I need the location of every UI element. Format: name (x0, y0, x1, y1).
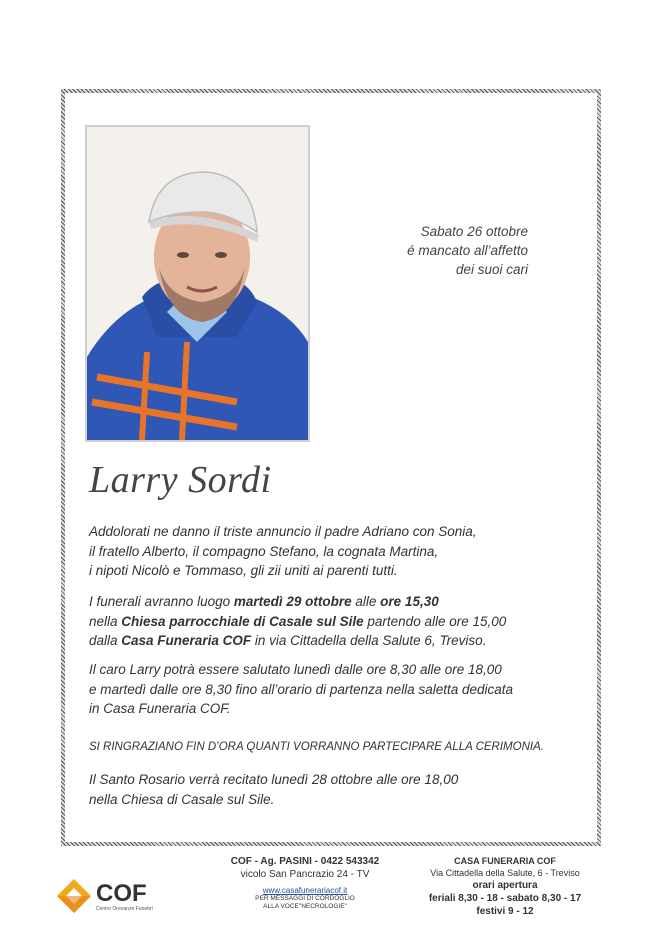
intro-line: Sabato 26 ottobre (420, 224, 528, 239)
text-line: il fratello Alberto, il compagno Stefano, la cognata Martina, (89, 543, 439, 559)
text-line (89, 612, 589, 632)
funeral-details-paragraph (89, 592, 589, 651)
funeral-home-name: Casa Funeraria COF (121, 633, 252, 648)
funeral-home-info (410, 856, 600, 917)
mourners-paragraph (89, 522, 589, 581)
rosary-paragraph (89, 770, 589, 809)
opening-hours-weekdays: feriali 8,30 - 18 - sabato 8,30 - 17 (428, 893, 582, 904)
portrait-photo (85, 125, 310, 442)
website-note: ALLA VOCE"NECROLOGIE" (263, 903, 347, 910)
cof-logo (56, 876, 166, 916)
agency-name-phone: COF - Ag. PASINI - 0422 543342 (230, 856, 380, 867)
agency-address: vicolo San Pancrazio 24 - TV (240, 869, 370, 880)
text-span: partendo alle ore 15,00 (363, 613, 507, 629)
visitation-paragraph (89, 660, 589, 719)
text-line: Il Santo Rosario verrà recitato lunedì 28 ottobre alle ore 18,00 (89, 772, 459, 787)
text-span: nella (89, 613, 122, 629)
text-line: Addolorati ne danno il triste annuncio il padre Adriano con Sonia, (89, 524, 477, 539)
opening-hours-holidays: festivi 9 - 12 (476, 906, 534, 917)
thanks-paragraph: SI RINGRAZIANO FIN D’ORA QUANTI VORRANNO PARTECIPARE ALLA CERIMONIA. (89, 741, 544, 753)
funeral-home-address: Via Cittadella della Salute, 6 - Treviso (430, 868, 580, 878)
funeral-home-title: CASA FUNERARIA COF (454, 856, 556, 866)
deceased-name: Larry Sordi (89, 459, 272, 501)
text-line: in Casa Funeraria COF. (89, 701, 231, 716)
text-line (89, 592, 589, 612)
text-line: nella Chiesa di Casale sul Sile. (89, 791, 275, 807)
text-span: I funerali avranno luogo (89, 594, 234, 609)
text-span: dalla (89, 633, 122, 648)
death-announcement-intro (308, 222, 528, 279)
opening-hours-title: orari apertura (472, 880, 538, 891)
intro-line: dei suoi cari (455, 262, 528, 277)
text-line (89, 631, 589, 651)
website-link[interactable]: www.casafunerariacof.it (262, 886, 348, 895)
text-line: i nipoti Nicolò e Tommaso, gli zii uniti ai parenti tutti. (89, 563, 398, 578)
agency-contact (220, 856, 390, 911)
church-name: Chiesa parrocchiale di Casale sul Sile (121, 613, 364, 629)
cof-diamond-icon (56, 878, 92, 914)
text-line: e martedì dalle ore 8,30 fino all’orario di partenza nella saletta dedicata (89, 681, 514, 697)
logo-wordmark: COF (96, 880, 147, 907)
intro-line: é mancato all’affetto (407, 243, 528, 258)
text-line: Il caro Larry potrà essere salutato lunedì dalle ore 8,30 alle ore 18,00 (89, 662, 502, 677)
text-span: in via Cittadella della Salute 6, Treviso. (251, 633, 487, 648)
website-note: PER MESSAGGI DI CORDOGLIO (255, 895, 355, 902)
funeral-date: martedì 29 ottobre (233, 594, 352, 609)
funeral-time: ore 15,30 (380, 594, 439, 609)
text-span: alle (351, 594, 381, 609)
logo-subtitle: Centro Onoranze Funebri (96, 906, 153, 912)
